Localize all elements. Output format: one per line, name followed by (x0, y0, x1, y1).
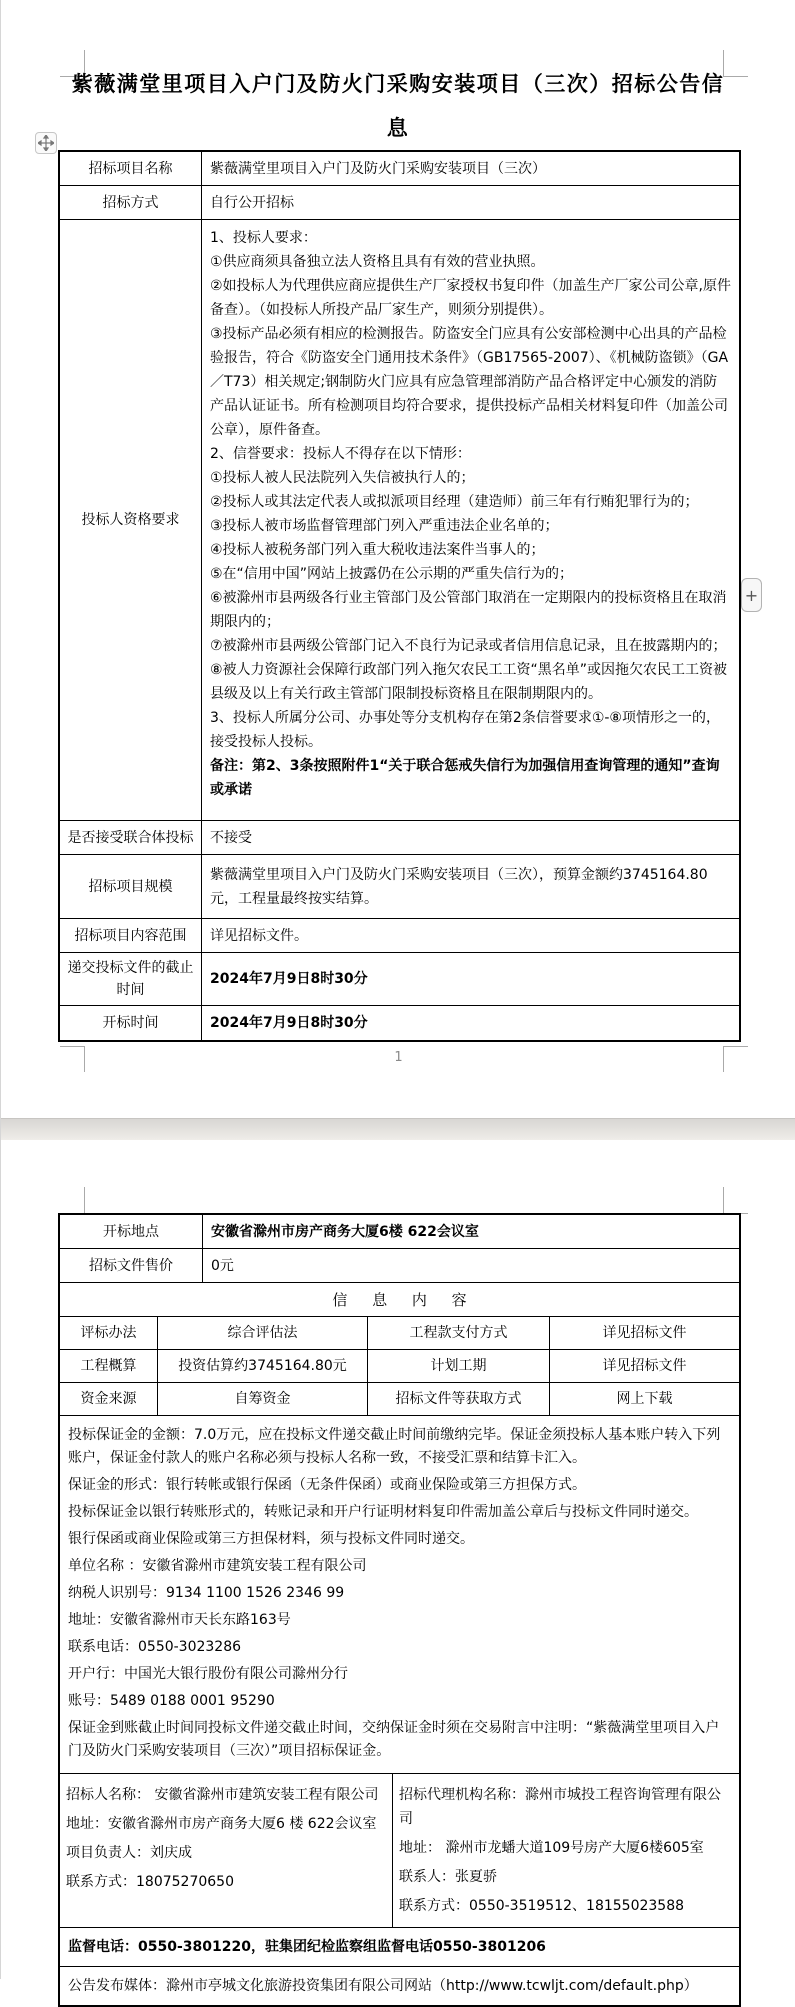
table-row (60, 1350, 739, 1383)
grid-cell: 工程款支付方式 (368, 1317, 550, 1349)
grid-cell: 网上下载 (616, 1391, 673, 1407)
margin-mark (723, 1187, 724, 1213)
announcement-title: 紫薇满堂里项目入户门及防火门采购安装项目（三次）招标公告信息 (71, 72, 725, 140)
tenderer-name: 招标人名称： 安徽省滁州市建筑安装工程有限公司 (66, 1787, 379, 1803)
deposit-line: 纳税人识别号：9134 1100 1526 2346 99 (68, 1585, 345, 1601)
info-content-header: 信 息 内 容 (60, 1283, 739, 1317)
tenderer-info (60, 1774, 393, 1927)
table-row (60, 855, 739, 919)
table-row-qualification (60, 220, 739, 821)
table-row (60, 1317, 739, 1350)
row-label: 开标时间 (60, 1006, 202, 1040)
table-move-handle[interactable] (35, 132, 57, 154)
bid-summary-table (58, 150, 741, 1042)
qual-line: ③投标产品必须有相应的检测报告。防盗安全门应具有公安部检测中心出具的产品检验报告，符合《防盗安全门通用技术条件》（GB17565-2007）、《机械防盗锁》（GA／T73）相关规定;钢制防火门应具有应急管理部消防产品合格评定中心颁发的消防产品认证证书。所有检测项目均符合要求，提供投标产品相关材料复印件（加盖公司公章），原件备查。 (210, 326, 729, 438)
qual-line: ⑤在“信用中国”网站上披露仍在公示期的严重失信行为的； (210, 566, 574, 582)
row-value: 2024年7月9日8时30分 (210, 971, 368, 987)
row-label: 招标项目内容范围 (60, 919, 202, 952)
qual-line: ①供应商须具备独立法人资格且具有有效的营业执照。 (210, 254, 545, 270)
deposit-line: 单位名称 ：安徽省滁州市建筑安装工程有限公司 (68, 1558, 367, 1574)
qual-line: ③投标人被市场监督管理部门列入严重违法企业名单的； (210, 518, 559, 534)
agency-address: 地址： 滁州市龙蟠大道109号房产大厦6楼605室 (399, 1840, 704, 1856)
row-value: 紫薇满堂里项目入户门及防火门采购安装项目（三次） (210, 160, 546, 177)
qual-line: 3、投标人所属分公司、办事处等分支机构存在第2条信誉要求①-⑧项情形之一的，接受投标人投标。 (210, 710, 720, 750)
grid-cell: 评标办法 (60, 1317, 158, 1349)
row-label: 递交投标文件的截止时间 (60, 953, 202, 1005)
tenderer-address: 地址：安徽省滁州市房产商务大厦6 楼 622会议室 (66, 1816, 377, 1832)
grid-cell: 详见招标文件 (602, 1325, 687, 1341)
grid-cell: 计划工期 (368, 1350, 550, 1382)
row-value: 自行公开招标 (210, 194, 294, 211)
table-insert-button[interactable] (741, 578, 762, 612)
row-label: 招标文件售价 (60, 1249, 203, 1282)
table-row (60, 152, 739, 186)
grid-cell: 资金来源 (60, 1383, 158, 1415)
margin-mark (60, 1046, 85, 1047)
grid-cell: 投资估算约3745164.80元 (158, 1350, 368, 1382)
page-number: 1 (394, 1050, 403, 1065)
page-gap (1, 1118, 795, 1140)
qual-line: 1、投标人要求： (210, 230, 317, 246)
page-2 (1, 1140, 795, 1994)
row-value: 紫薇满堂里项目入户门及防火门采购安装项目（三次），预算金额约3745164.80元，工程量最终按实结算。 (210, 866, 708, 907)
grid-cell: 自筹资金 (158, 1383, 368, 1415)
deposit-line: 银行保函或商业保险或第三方担保材料，须与投标文件同时递交。 (68, 1531, 474, 1547)
move-arrows-icon (38, 135, 54, 151)
qualification-content (202, 220, 739, 820)
plus-icon: + (744, 585, 759, 605)
deposit-terms (60, 1416, 739, 1774)
tenderer-manager: 项目负责人：刘庆成 (66, 1845, 192, 1861)
table-row (60, 919, 739, 953)
deposit-line: 保证金的形式：银行转帐或银行保函（无条件保函）或商业保险或第三方担保方式。 (68, 1477, 586, 1493)
margin-mark (723, 1046, 748, 1047)
row-value: 0元 (211, 1257, 234, 1274)
table-row (60, 821, 739, 855)
qual-line: ①投标人被人民法院列入失信被执行人的； (210, 470, 475, 486)
agency-person: 联系人：张夏骄 (399, 1869, 497, 1885)
supervision-phone-row: 监督电话：0550-3801220，驻集团纪检监察组监督电话0550-3801206 (60, 1928, 739, 1967)
qual-line: ⑥被滁州市县两级各行业主管部门及公管部门取消在一定期限内的投标资格且在取消期限内的； (210, 590, 727, 630)
margin-mark (84, 1187, 85, 1213)
table-row (60, 1006, 739, 1040)
row-label: 招标项目规模 (60, 855, 202, 918)
agency-contact: 联系方式：0550-3519512、18155023588 (399, 1898, 685, 1914)
deposit-line: 联系电话：0550-3023286 (68, 1639, 242, 1655)
deposit-line: 地址：安徽省滁州市天长东路163号 (68, 1612, 291, 1628)
agency-name: 招标代理机构名称：滁州市城投工程咨询管理有限公司 (399, 1787, 721, 1827)
grid-cell: 工程概算 (60, 1350, 158, 1382)
row-label: 招标方式 (60, 186, 202, 219)
deposit-line: 开户行：中国光大银行股份有限公司滁州分行 (68, 1666, 348, 1682)
qual-line: 2、信誉要求：投标人不得存在以下情形： (210, 446, 471, 462)
table-row (60, 186, 739, 220)
row-value: 安徽省滁州市房产商务大厦6楼 622会议室 (211, 1223, 479, 1240)
tenderer-contact: 联系方式：18075270650 (66, 1874, 234, 1890)
qual-line: ⑧被人力资源社会保障行政部门列入拖欠农民工工资“黑名单”或因拖欠农民工工资被县级及以上有关行政主管部门限制投标资格且在限制期限内的。 (210, 662, 728, 702)
qual-line: ②如投标人为代理供应商应提供生产厂家授权书复印件（加盖生产厂家公司公章,原件备查）。（如投标人所投产品厂家生产，则须分别提供）。 (210, 278, 731, 318)
row-label: 投标人资格要求 (60, 220, 202, 820)
agency-info (393, 1774, 739, 1927)
grid-cell: 详见招标文件 (602, 1358, 687, 1374)
row-label: 开标地点 (60, 1215, 203, 1248)
media-row: 公告发布媒体：滁州市亭城文化旅游投资集团有限公司网站（http://www.tcwljt.com/default.php） (68, 1978, 698, 1994)
page-1 (1, 0, 795, 1118)
grid-cell: 综合评估法 (158, 1317, 368, 1349)
grid-cell: 招标文件等获取方式 (368, 1383, 550, 1415)
row-label: 招标项目名称 (60, 152, 202, 185)
qual-note-line: 备注：第2、3条按照附件1“关于联合惩戒失信行为加强信用查询管理的通知”查询或承诺 (210, 758, 720, 798)
table-row (60, 1249, 739, 1283)
deposit-line: 投标保证金的金额：7.0万元，应在投标文件递交截止时间前缴纳完毕。保证金须投标人基本账户转入下列账户，保证金付款人的账户名称必须与投标人名称一致，不接受汇票和结算卡汇入。 (68, 1427, 721, 1466)
parties-row (60, 1774, 739, 1928)
qual-line: ④投标人被税务部门列入重大税收违法案件当事人的； (210, 542, 545, 558)
qual-line: ⑦被滁州市县两级公管部门记入不良行为记录或者信用信息记录，且在披露期内的； (210, 638, 727, 654)
table-row (60, 953, 739, 1006)
row-value: 不接受 (210, 829, 252, 846)
table-row (60, 1383, 739, 1416)
deposit-line: 账号：5489 0188 0001 95290 (68, 1693, 275, 1709)
row-label: 是否接受联合体投标 (60, 821, 202, 854)
table-row (60, 1215, 739, 1249)
row-value: 2024年7月9日8时30分 (210, 1015, 368, 1031)
row-value: 详见招标文件。 (210, 927, 308, 944)
deposit-line: 投标保证金以银行转账形式的，转账记录和开户行证明材料复印件需加盖公章后与投标文件同时递交。 (68, 1504, 698, 1520)
qual-line: ②投标人或其法定代表人或拟派项目经理（建造师）前三年有行贿犯罪行为的； (210, 494, 699, 510)
bid-detail-table (58, 1213, 741, 2007)
deposit-line: 保证金到账截止时间同投标文件递交截止时间，交纳保证金时须在交易附言中注明：“紫薇满堂里项目入户门及防火门采购安装项目（三次）”项目招标保证金。 (68, 1720, 720, 1759)
